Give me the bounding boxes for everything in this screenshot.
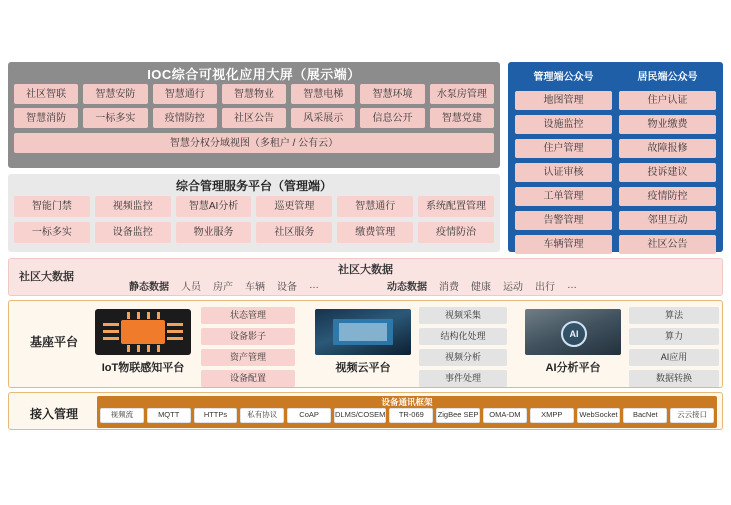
iot-feature-item[interactable]: 资产管理 <box>201 349 295 366</box>
wechat-resident-column <box>619 91 716 278</box>
management-row <box>14 196 494 217</box>
bigdata-static-item: 设备 <box>277 281 297 293</box>
iot-feature-list <box>201 307 295 387</box>
management-item[interactable]: 智慧通行 <box>337 196 413 217</box>
ioc-item[interactable]: 信息公开 <box>360 108 424 128</box>
bigdata-dynamic-item: … <box>567 279 577 291</box>
device-communication-framework <box>97 396 717 428</box>
ai-feature-list <box>629 307 719 387</box>
wechat-admin-item[interactable]: 地图管理 <box>515 91 612 110</box>
iot-feature-item[interactable]: 状态管理 <box>201 307 295 324</box>
ioc-item[interactable]: 智慧通行 <box>153 84 217 104</box>
iot-feature-item[interactable]: 设备影子 <box>201 328 295 345</box>
protocol-item[interactable]: WebSocket <box>577 408 621 423</box>
bigdata-dynamic-item: 出行 <box>535 281 555 293</box>
wechat-admin-item[interactable]: 设施监控 <box>515 115 612 134</box>
wechat-admin-item[interactable]: 工单管理 <box>515 187 612 206</box>
management-item[interactable]: 缴费管理 <box>337 222 413 243</box>
base-platform-label: 基座平台 <box>29 335 78 349</box>
wechat-admin-item[interactable]: 告警管理 <box>515 211 612 230</box>
bigdata-static-item: … <box>309 279 319 291</box>
protocol-item[interactable]: OMA-DM <box>483 408 527 423</box>
wechat-resident-item[interactable]: 住户认证 <box>619 91 716 110</box>
bigdata-dynamic-item: 运动 <box>503 281 523 293</box>
protocol-item[interactable]: HTTPs <box>194 408 238 423</box>
bigdata-dynamic-item: 健康 <box>471 281 491 293</box>
ai-feature-item[interactable]: AI应用 <box>629 349 719 366</box>
ioc-item[interactable]: 一标多实 <box>83 108 147 128</box>
bigdata-title: 社区大数据 <box>338 264 393 276</box>
management-item[interactable]: 物业服务 <box>176 222 252 243</box>
ioc-item[interactable]: 智慧党建 <box>430 108 494 128</box>
iot-feature-item[interactable]: 设备配置 <box>201 370 295 387</box>
management-row <box>14 222 494 243</box>
wechat-resident-title: 居民端公众号 <box>637 71 698 83</box>
ioc-row <box>14 84 494 104</box>
bigdata-static-item: 车辆 <box>245 281 265 293</box>
ioc-item[interactable]: 社区公告 <box>222 108 286 128</box>
management-item[interactable]: 一标多实 <box>14 222 90 243</box>
management-item[interactable]: 巡更管理 <box>256 196 332 217</box>
ioc-item[interactable]: 智慧物业 <box>222 84 286 104</box>
video-platform-label: 视频云平台 <box>335 362 391 374</box>
access-management-label: 接入管理 <box>29 407 78 421</box>
management-item[interactable]: 系统配置管理 <box>418 196 494 217</box>
bigdata-dynamic-group <box>387 278 577 293</box>
ioc-item[interactable]: 社区智联 <box>14 84 78 104</box>
ioc-footer-bar[interactable]: 智慧分权分域视图（多租户 / 公有云） <box>14 133 494 153</box>
ai-platform-label: AI分析平台 <box>545 362 601 374</box>
bigdata-static-item: 人员 <box>181 281 201 293</box>
protocol-item[interactable]: 视频流 <box>100 408 144 423</box>
bigdata-dynamic-label: 动态数据 <box>387 281 427 293</box>
bigdata-rows <box>9 276 722 294</box>
protocol-item[interactable]: XMPP <box>530 408 574 423</box>
management-item[interactable]: 智慧AI分析 <box>176 196 252 217</box>
wechat-panel <box>508 62 723 252</box>
ioc-item[interactable]: 疫情防控 <box>153 108 217 128</box>
wechat-resident-item[interactable]: 社区公告 <box>619 235 716 254</box>
bigdata-static-group <box>129 278 319 293</box>
wechat-resident-item[interactable]: 疫情防控 <box>619 187 716 206</box>
access-management-panel <box>8 392 723 430</box>
ioc-item[interactable]: 风采展示 <box>291 108 355 128</box>
management-item[interactable]: 社区服务 <box>256 222 332 243</box>
ai-platform-image <box>525 309 621 355</box>
ioc-row <box>14 108 494 128</box>
video-feature-item[interactable]: 视频分析 <box>419 349 507 366</box>
base-platform-panel <box>8 300 723 388</box>
ai-feature-item[interactable]: 算法 <box>629 307 719 324</box>
bigdata-left-label: 社区大数据 <box>19 271 74 283</box>
device-communication-framework-title: 设备通讯框架 <box>381 397 433 407</box>
wechat-admin-title: 管理端公众号 <box>533 71 594 83</box>
protocol-item[interactable]: DLMS/COSEM <box>334 408 386 423</box>
wechat-admin-column <box>515 91 612 278</box>
video-feature-item[interactable]: 事件处理 <box>419 370 507 387</box>
protocol-item[interactable]: 私有协议 <box>240 408 284 423</box>
iot-platform-label: IoT物联感知平台 <box>101 362 185 374</box>
ioc-item[interactable]: 智慧电梯 <box>291 84 355 104</box>
management-item[interactable]: 疫情防治 <box>418 222 494 243</box>
wechat-resident-item[interactable]: 投诉建议 <box>619 163 716 182</box>
ai-feature-item[interactable]: 算力 <box>629 328 719 345</box>
protocol-item[interactable]: ZigBee SEP <box>436 408 480 423</box>
chip-icon <box>95 309 191 355</box>
management-item[interactable]: 视频监控 <box>95 196 171 217</box>
wechat-resident-item[interactable]: 物业缴费 <box>619 115 716 134</box>
wechat-columns <box>515 91 716 278</box>
wechat-resident-item[interactable]: 故障报修 <box>619 139 716 158</box>
ioc-panel <box>8 62 500 168</box>
ai-feature-item[interactable]: 数据转换 <box>629 370 719 387</box>
video-feature-item[interactable]: 视频采集 <box>419 307 507 324</box>
management-item[interactable]: 智能门禁 <box>14 196 90 217</box>
bigdata-static-label: 静态数据 <box>129 281 169 293</box>
video-feature-list <box>419 307 507 387</box>
management-platform-title: 综合管理服务平台（管理端） <box>175 178 332 193</box>
ioc-grid <box>8 84 500 128</box>
wechat-resident-item[interactable]: 邻里互动 <box>619 211 716 230</box>
protocol-list <box>97 408 717 423</box>
bigdata-panel <box>8 258 723 296</box>
video-platform-image <box>315 309 411 355</box>
ioc-item[interactable]: 智慧消防 <box>14 108 78 128</box>
ioc-item[interactable]: 智慧环境 <box>360 84 424 104</box>
ioc-title: IOC综合可视化应用大屏（展示端） <box>147 66 361 82</box>
wechat-headers <box>515 68 716 86</box>
bigdata-dynamic-item: 消费 <box>439 281 459 293</box>
ioc-item[interactable]: 水泵房管理 <box>430 84 494 104</box>
video-feature-item[interactable]: 结构化处理 <box>419 328 507 345</box>
wechat-admin-item[interactable]: 车辆管理 <box>515 235 612 254</box>
management-platform-grid <box>8 196 500 243</box>
management-item[interactable]: 设备监控 <box>95 222 171 243</box>
ioc-item[interactable]: 智慧安防 <box>83 84 147 104</box>
protocol-item[interactable]: BacNet <box>623 408 667 423</box>
wechat-admin-item[interactable]: 认证审核 <box>515 163 612 182</box>
management-platform-panel <box>8 174 500 252</box>
protocol-item[interactable]: CoAP <box>287 408 331 423</box>
protocol-item[interactable]: MQTT <box>147 408 191 423</box>
ai-badge: AI <box>561 321 587 347</box>
protocol-item[interactable]: 云云接口 <box>670 408 714 423</box>
wechat-admin-item[interactable]: 住户管理 <box>515 139 612 158</box>
bigdata-static-item: 房产 <box>213 281 233 293</box>
protocol-item[interactable]: TR-069 <box>389 408 433 423</box>
